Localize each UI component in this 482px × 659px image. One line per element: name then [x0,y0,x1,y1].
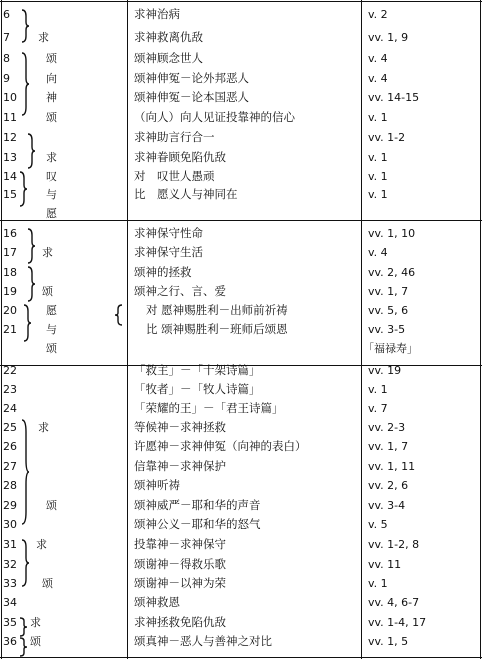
psalm-theme: 求神助言行合一 [134,130,215,144]
verse-reference: vv. 3-5 [368,323,406,336]
psalm-theme: 颂神的拯救 [134,265,192,279]
psalm-number: 20 [3,304,17,317]
brace-icon [28,134,35,168]
psalm-theme: 颂谢神－得救乐歌 [134,557,226,571]
brace-icon [20,638,27,656]
verse-reference: v. 4 [368,246,388,259]
verse-reference: vv. 1-4, 17 [368,616,427,629]
psalm-number: 12 [3,131,17,144]
verse-reference: v. 1 [368,151,388,164]
verse-reference: vv. 4, 6-7 [368,596,420,609]
verse-reference: vv. 2-3 [368,421,406,434]
psalm-number: 14 [3,170,17,183]
verse-reference: vv. 1, 10 [368,227,416,240]
verse-reference: vv. 14-15 [368,91,420,104]
verse-reference: v. 7 [368,402,388,415]
psalm-number: 18 [3,266,17,279]
verse-reference: v. 4 [368,72,388,85]
category-label: 颂 [46,342,57,355]
category-label: 与 [46,188,57,201]
psalm-theme: 颂神救恩 [134,595,180,609]
psalm-number: 15 [3,188,17,201]
psalm-theme: 求神保守性命 [134,226,203,240]
psalm-number: 35 [3,616,17,629]
verse-reference: vv. 19 [368,364,402,377]
psalm-theme: 投靠神－求神保守 [134,537,226,551]
psalm-number: 13 [3,151,17,164]
psalm-theme: 「牧者」－「牧人诗篇」 [134,382,261,396]
psalm-theme: 求神保守生活 [134,245,203,259]
psalm-theme: （向人）向人见证投靠神的信心 [134,110,295,124]
psalm-theme: 对 愿神赐胜利－出师前祈祷 [146,303,288,317]
verse-reference: vv. 2, 46 [368,266,416,279]
psalm-number: 23 [3,383,17,396]
verse-reference: vv. 1, 5 [368,635,409,648]
brace-icon [22,420,29,524]
psalm-number: 28 [3,479,17,492]
psalm-theme: 颂真神－恶人与善神之对比 [134,634,272,648]
psalm-number: 10 [3,91,17,104]
brace-icon [115,305,122,325]
category-label: 愿 [46,304,57,317]
verse-reference: v. 1 [368,170,388,183]
psalm-theme: 颂神威严－耶和华的声音 [134,498,261,512]
verse-reference: v. 4 [368,52,388,65]
psalm-theme: 颂神顾念世人 [134,51,203,65]
psalm-number: 31 [3,538,17,551]
category-label: 愿 [46,207,57,220]
psalm-number: 19 [3,285,17,298]
psalm-theme: 许愿神－求神伸冤（向神的表白） [134,439,307,453]
category-label: 颂 [42,577,53,590]
psalm-theme: 颂谢神－以神为荣 [134,576,226,590]
verse-reference: v. 1 [368,383,388,396]
brace-icon [20,172,27,206]
psalm-number: 24 [3,402,17,415]
brace-icon [22,540,29,586]
psalm-number: 32 [3,558,17,571]
psalm-theme: 求神救离仇敌 [134,30,203,44]
category-label: 求 [38,421,49,434]
psalm-theme: 「荣耀的王」－「君王诗篇」 [134,401,284,415]
verse-reference: vv. 1, 7 [368,285,409,298]
psalm-number: 26 [3,440,17,453]
psalm-theme: 颂神听祷 [134,478,180,492]
category-label: 颂 [46,499,57,512]
psalm-theme: 信靠神－求神保护 [134,459,226,473]
category-label: 求 [46,151,57,164]
psalm-number: 22 [3,364,17,377]
psalm-theme: 比 颂神赐胜利－班师后颂恩 [146,322,288,336]
psalm-theme: 求神拯救免陷仇敌 [134,615,226,629]
verse-reference: vv. 11 [368,558,402,571]
brace-icon [28,267,35,301]
psalm-number: 34 [3,596,17,609]
psalm-theme: 等候神－求神拯救 [134,420,226,434]
brace-icon [24,305,31,341]
category-label: 与 [46,323,57,336]
verse-reference: vv. 2, 6 [368,479,409,492]
category-label: 神 [46,91,57,104]
category-label: 颂 [46,111,57,124]
psalm-theme: 颂神公义－耶和华的怒气 [134,517,261,531]
psalm-number: 36 [3,635,17,648]
verse-reference: vv. 1, 9 [368,31,409,44]
psalm-number: 9 [3,72,10,85]
psalm-number: 17 [3,246,17,259]
psalm-number: 27 [3,460,17,473]
verse-reference: vv. 1-2 [368,131,406,144]
psalm-number: 30 [3,518,17,531]
verse-reference: v. 5 [368,518,388,531]
psalm-theme: 求神治病 [134,7,180,21]
verse-reference: vv. 1-2, 8 [368,538,420,551]
verse-reference: v. 2 [368,8,388,21]
psalm-number: 6 [3,8,10,21]
brace-icon [28,229,35,263]
verse-reference: v. 1 [368,577,388,590]
brace-icon [22,53,29,115]
brace-icon [20,618,27,636]
psalm-theme: 求神眷顾免陷仇敌 [134,150,226,164]
verse-reference: vv. 1, 7 [368,440,409,453]
category-label: 颂 [30,635,41,648]
brace-icon [22,10,29,42]
psalm-theme: 颂神伸冤－论外邦恶人 [134,71,249,85]
psalm-theme: 颂神伸冤－论本国恶人 [134,90,249,104]
verse-reference: v. 1 [368,188,388,201]
psalm-number: 7 [3,31,10,44]
psalm-number: 33 [3,577,17,590]
category-label: 求 [38,31,49,44]
psalm-number: 8 [3,52,10,65]
category-label: 求 [30,616,41,629]
psalm-number: 29 [3,499,17,512]
psalm-theme: 对 叹世人愚顽 [134,169,215,183]
psalm-number: 21 [3,323,17,336]
category-label: 叹 [46,170,57,183]
category-label: 颂 [42,285,53,298]
verse-reference: 「福禄寿」 [363,342,418,355]
category-label: 求 [36,538,47,551]
psalm-theme: 「救主」－「十架诗篇」 [134,363,261,377]
psalm-theme: 比 愿义人与神同在 [134,187,238,201]
psalm-theme: 颂神之行、言、爱 [134,284,226,298]
verse-reference: vv. 1, 11 [368,460,416,473]
category-label: 向 [46,72,57,85]
verse-reference: v. 1 [368,111,388,124]
psalm-number: 11 [3,111,17,124]
psalm-number: 16 [3,227,17,240]
category-label: 求 [42,246,53,259]
verse-reference: vv. 3-4 [368,499,406,512]
category-label: 颂 [46,52,57,65]
psalm-number: 25 [3,421,17,434]
verse-reference: vv. 5, 6 [368,304,409,317]
